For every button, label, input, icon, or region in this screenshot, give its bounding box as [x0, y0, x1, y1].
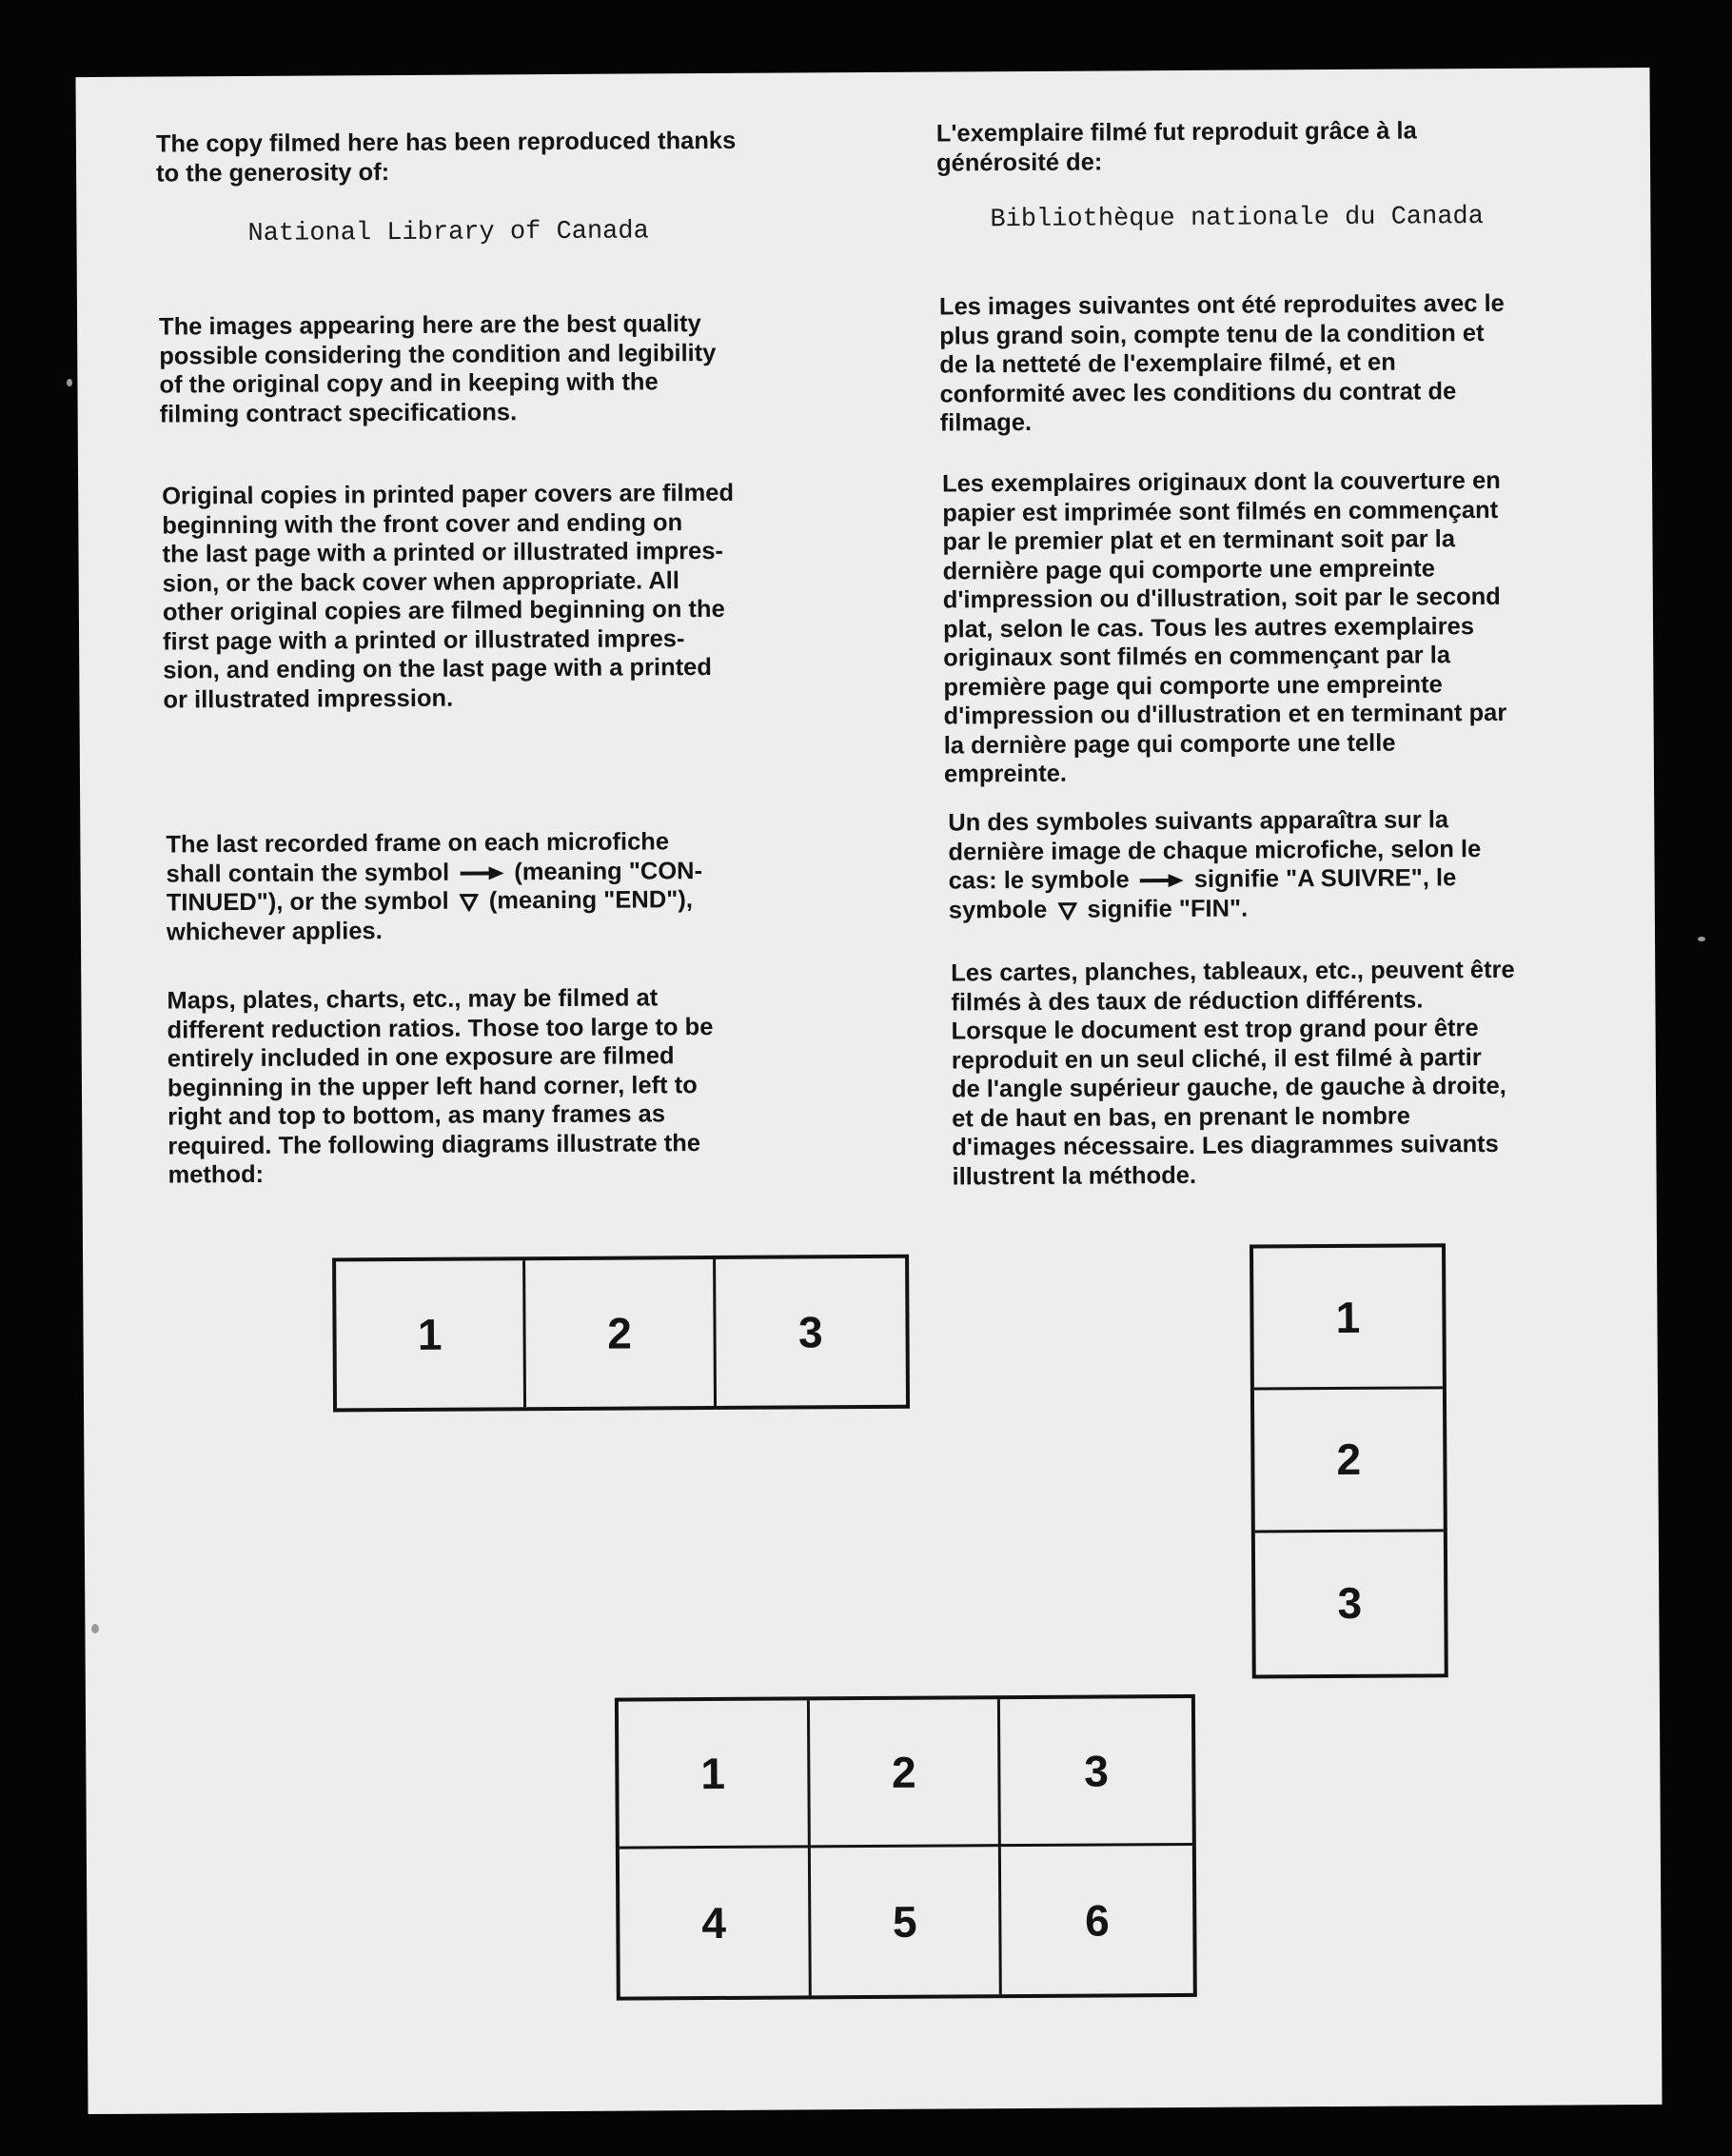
english-institution: National Library of Canada [247, 217, 649, 248]
frame-cell: 2 [1254, 1390, 1444, 1533]
end-triangle-icon [460, 893, 479, 912]
french-institution: Bibliothèque nationale du Canada [990, 203, 1484, 235]
vertical-frame-diagram [1250, 1243, 1448, 1678]
frame-cell: 4 [620, 1848, 812, 1996]
frame-cell: 3 [1000, 1698, 1192, 1847]
french-maps-paragraph: Les cartes, planches, tableaux, etc., peuvent être filmés à des taux de réduction différents. Lorsque le document est trop grand pour être reproduit en un seul cliché, il est filmé à partir de l'angle supérieur gauche, de gauche à droite, et de haut en bas, en prenant le nombre d'images nécessaire. Les diagrammes suivants illustrent la méthode. [951, 956, 1515, 1190]
scan-speck [67, 379, 72, 386]
frame-cell: 1 [336, 1260, 526, 1408]
frame-cell: 1 [1253, 1247, 1443, 1391]
english-maps-paragraph: Maps, plates, charts, etc., may be filmed at different reduction ratios. Those too large to be entirely included in one exposure are filmed beginning in the upper left hand corner, left to right and top to bottom, as many frames as required. The following diagrams illustrate the method: [167, 984, 714, 1189]
frame-cell: 2 [525, 1259, 716, 1407]
frame-cell: 3 [797, 1307, 823, 1357]
frame-cell: 6 [1085, 1894, 1110, 1946]
frame-cell: 3 [1337, 1578, 1363, 1629]
french-symbols-paragraph: Un des symboles suivants apparaîtra sur la dernière image de chaque microfiche, selon le cas: le symbole signifie "A SUIVRE", le symbole signifie "FIN". [948, 806, 1482, 923]
fin-triangle-icon [1057, 900, 1076, 920]
english-quality-paragraph: The images appearing here are the best quality possible considering the condition and legibility of the original copy and in keeping with the filming contract specifications. [158, 310, 717, 428]
french-acknowledgement: L'exemplaire filmé fut reproduit grâce à la générosité de: [935, 117, 1417, 177]
filming-notice-page [75, 68, 1662, 2114]
scan-speck [91, 1624, 99, 1633]
frame-cell: 1 [619, 1700, 811, 1849]
continued-arrow-icon [460, 866, 503, 880]
french-quality-paragraph: Les images suivantes ont été reproduites avec le plus grand soin, compte tenu de la condition et de la netteté de l'exemplaire filmé, et en conformité avec les conditions du contrat de filmage. [938, 289, 1505, 437]
horizontal-frame-diagram [332, 1255, 910, 1413]
frame-cell: 2 [810, 1699, 1002, 1848]
frame-cell: 5 [811, 1847, 1003, 1995]
a-suivre-arrow-icon [1140, 874, 1184, 887]
french-originals-paragraph: Les exemplaires originaux dont la couverture en papier est imprimée sont filmés en commençant par le premier plat et en terminant soit par la dernière page qui comporte une empreinte d'impression ou d'illustration, soit par le second plat, selon le cas. Tous les autres exemplaires originaux sont filmés en commençant par la première page qui comporte une empreinte d'impression ou d'illustration et en terminant par la dernière page qui comporte une telle empreinte. [942, 466, 1507, 788]
english-originals-paragraph: Original copies in printed paper covers are filmed beginning with the front cover and ending on the last page with a printed or illustrated impres- sion, or the back cover when appropriate. All other original copies are filmed beginning on the first page with a printed or illustrated impres- sion, and ending on the last page with a printed or illustrated impression. [162, 479, 735, 714]
english-acknowledgement: The copy filmed here has been reproduced thanks to the generosity of: [155, 127, 737, 188]
six-frame-grid-diagram [615, 1694, 1197, 2001]
english-symbols-paragraph: The last recorded frame on each microfiche shall contain the symbol (meaning "CON- TINUED"), or the symbol (meaning "END"), whichever applies. [166, 828, 703, 946]
scan-speck [1698, 937, 1705, 941]
